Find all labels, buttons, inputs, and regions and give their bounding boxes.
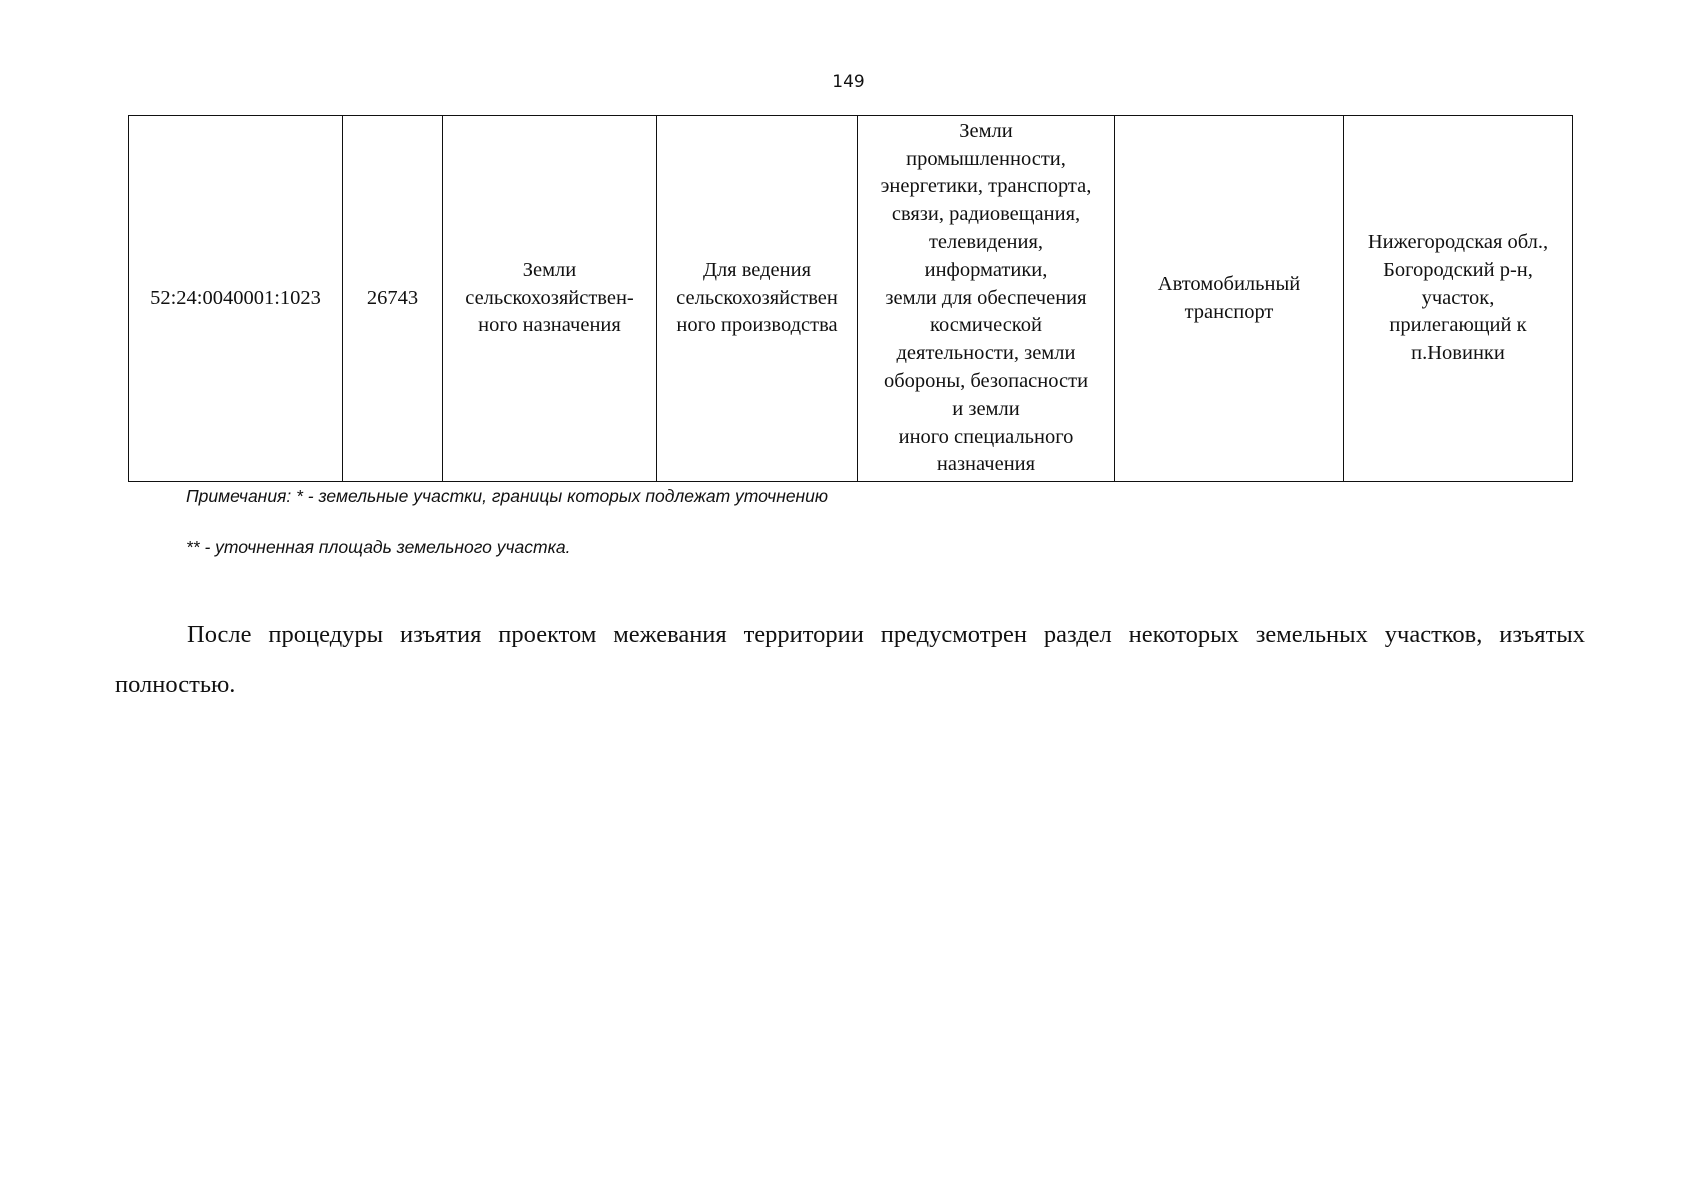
land-plots-table (128, 115, 1573, 482)
location-cell: Нижегородская обл., Богородский р-н, участок, прилегающий к п.Новинки (1344, 116, 1573, 482)
land-category-cell: Земли сельскохозяйствен- ного назначения (443, 116, 657, 482)
note-refined-area: ** - уточненная площадь земельного участка. (186, 537, 571, 557)
purpose-cell: Автомобильный транспорт (1115, 116, 1344, 482)
note-plot-boundaries: Примечания: * - земельные участки, границы которых подлежат уточнению (186, 486, 829, 506)
table-row (129, 116, 1573, 482)
body-paragraph: После процедуры изъятия проектом межевания территории предусмотрен раздел некоторых земельных участков, изъятых полностью. (115, 620, 1585, 698)
page-number: 149 (832, 72, 865, 92)
cadastral-number-cell: 52:24:0040001:1023 (129, 116, 343, 482)
area-cell: 26743 (343, 116, 443, 482)
new-category-cell: Земли промышленности, энергетики, транспорта, связи, радиовещания, телевидения, информатики, земли для обеспечения космической деятельности, земли обороны, безопасности и земли иного специального назначения (858, 116, 1115, 482)
permitted-use-cell: Для ведения сельскохозяйствен ного производства (657, 116, 858, 482)
